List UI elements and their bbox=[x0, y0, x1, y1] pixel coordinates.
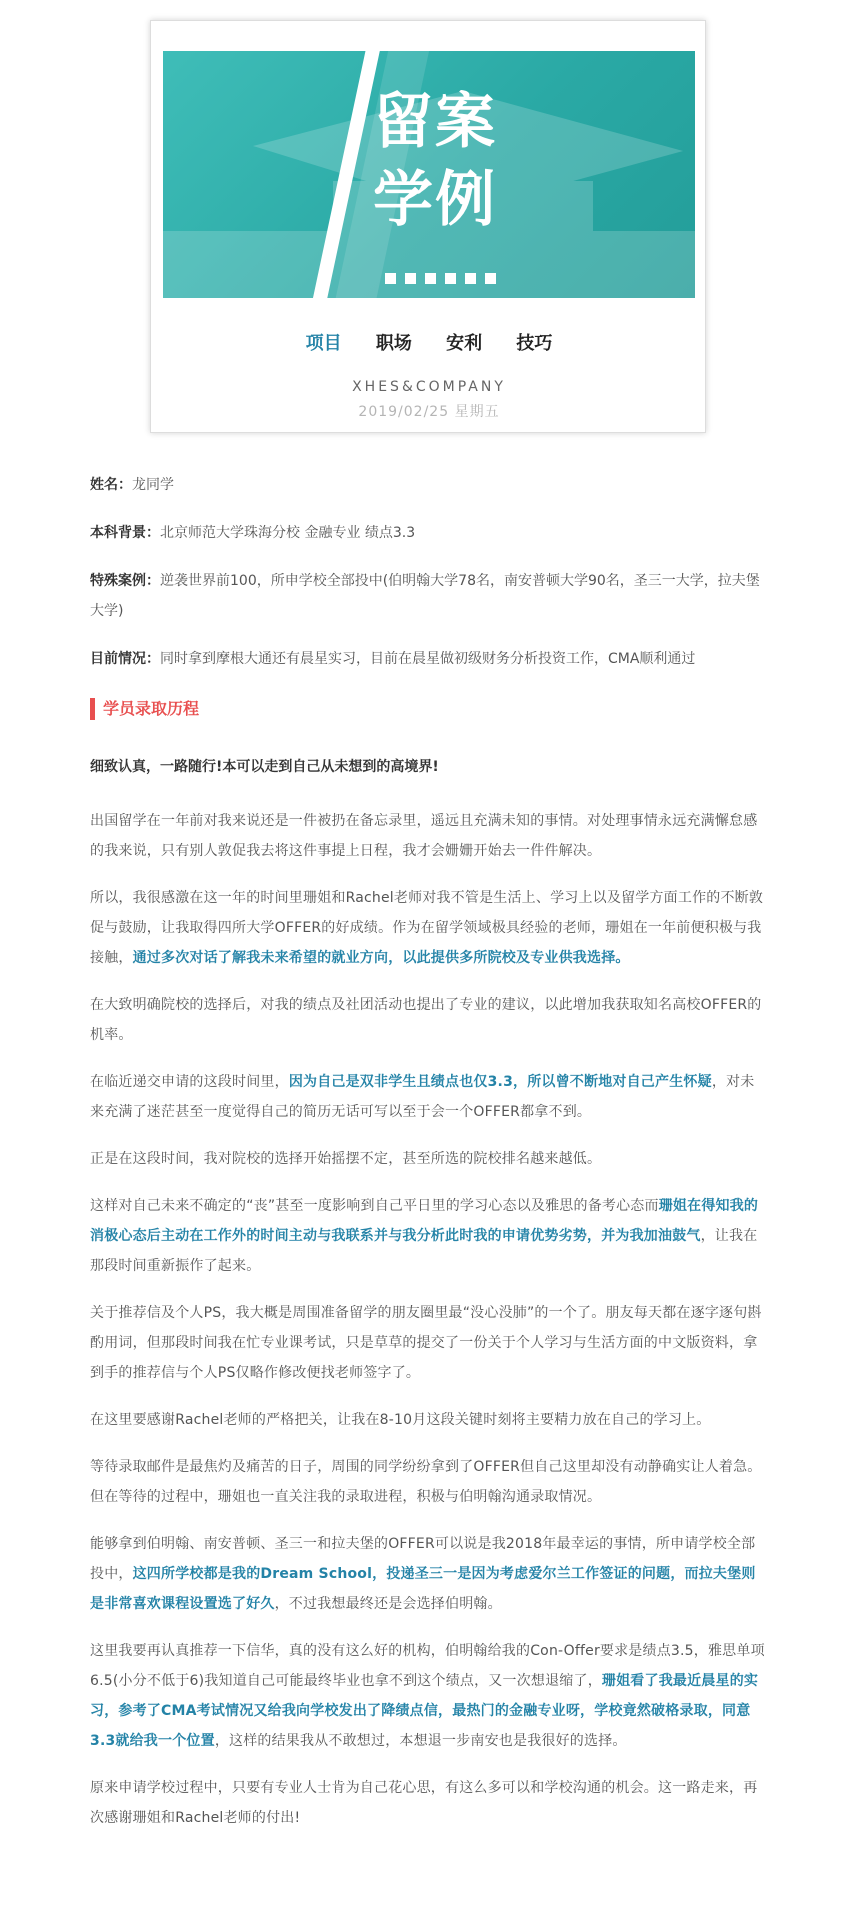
dot bbox=[465, 273, 476, 284]
article-content bbox=[90, 470, 766, 1833]
paragraph bbox=[90, 1405, 766, 1435]
info-label: 姓名： bbox=[90, 477, 132, 493]
highlight-text: 因为自己是双非学生且绩点也仅3.3，所以曾不断地对自己产生怀疑 bbox=[288, 1074, 712, 1090]
body-text: ，这样的结果我从不敢想过，本想退一步南安也是我很好的选择。 bbox=[214, 1733, 627, 1749]
dot bbox=[385, 273, 396, 284]
banner-dots bbox=[385, 273, 496, 284]
info-label: 目前情况： bbox=[90, 651, 160, 667]
tab-workplace[interactable]: 职场 bbox=[375, 333, 412, 354]
info-row bbox=[90, 644, 766, 674]
body-text: 这样对自己未来不确定的“丧”甚至一度影响到自己平日里的学习心态以及雅思的备考心态而 bbox=[90, 1198, 659, 1214]
paragraph bbox=[90, 883, 766, 973]
dot bbox=[445, 273, 456, 284]
body-text: 出国留学在一年前对我来说还是一件被扔在备忘录里，遥远且充满未知的事情。对处理事情永远充满懈怠感的我来说，只有别人敦促我去将这件事提上日程，我才会姗姗开始去一件件解决。 bbox=[90, 813, 758, 859]
dot bbox=[425, 273, 436, 284]
paragraph bbox=[90, 1529, 766, 1619]
body-text: 在临近递交申请的这段时间里， bbox=[90, 1074, 289, 1090]
info-row bbox=[90, 566, 766, 626]
publish-date: 2019/02/25 星期五 bbox=[358, 404, 500, 420]
info-value: 北京师范大学珠海分校 金融专业 绩点3.3 bbox=[160, 525, 416, 541]
body-text: 等待录取邮件是最焦灼及痛苦的日子，周围的同学纷纷拿到了OFFER但自己这里却没有动静确实让人着急。但在等待的过程中，珊姐也一直关注我的录取进程，积极与伯明翰沟通录取情况。 bbox=[90, 1459, 762, 1505]
paragraph bbox=[90, 1144, 766, 1174]
body-text: 所以，我很感激在这一年的时间里珊姐和Rachel老师对我不管是生活上、学习上以及留学方面工作的不断敦促与鼓励，让我取得四所大学OFFER的好成绩。作为在留学领域极具经验的老师，珊姐在一年前便积极与我接触， bbox=[90, 890, 764, 966]
body-text: 关于推荐信及个人PS，我大概是周围准备留学的朋友圈里最“没心没肺”的一个了。朋友每天都在逐字逐句斟酌用词，但那段时间我在忙专业课考试，只是草草的提交了一份关于个人学习与生活方面的中文版资料，拿到手的推荐信与个人PS仅略作修改便找老师签字了。 bbox=[90, 1305, 762, 1381]
info-value: 龙同学 bbox=[132, 477, 174, 493]
paragraph bbox=[90, 1067, 766, 1127]
highlight-text: 珊姐在得知我的消极心态后主动在工作外的时间主动与我联系并与我分析此时我的申请优势劣势，并为我加油鼓气 bbox=[90, 1198, 759, 1244]
paragraph bbox=[90, 990, 766, 1050]
info-label: 本科背景： bbox=[90, 525, 160, 541]
body-text: 这里我要再认真推荐一下信华，真的没有这么好的机构，伯明翰给我的Con-Offer要求是绩点3.5，雅思单项6.5(小分不低于6)我知道自己可能最终毕业也拿不到这个绩点，又一次想退缩了， bbox=[90, 1643, 765, 1689]
article-body bbox=[90, 806, 766, 1833]
tab-project[interactable]: 项目 bbox=[305, 333, 342, 354]
cover-card bbox=[150, 20, 706, 433]
dot bbox=[485, 273, 496, 284]
info-label: 特殊案例： bbox=[90, 573, 160, 589]
body-text: ，让我在那段时间重新振作了起来。 bbox=[90, 1228, 758, 1274]
paragraph bbox=[90, 1636, 766, 1756]
highlight-text: 通过多次对话了解我未来希望的就业方向，以此提供多所院校及专业供我选择。 bbox=[132, 950, 630, 966]
paragraph bbox=[90, 1191, 766, 1281]
tab-tips[interactable]: 技巧 bbox=[516, 333, 553, 354]
highlight-text: 珊姐看了我最近晨星的实习，参考了CMA考试情况又给我向学校发出了降绩点信，最热门的金融专业呀，学校竟然破格录取，同意3.3就给我一个位置 bbox=[90, 1673, 759, 1749]
info-row bbox=[90, 470, 766, 500]
dot bbox=[405, 273, 416, 284]
info-value: 同时拿到摩根大通还有晨星实习，目前在晨星做初级财务分析投资工作，CMA顺利通过 bbox=[160, 651, 696, 667]
body-text: ，对未来充满了迷茫甚至一度觉得自己的简历无话可写以至于会一个OFFER都拿不到。 bbox=[90, 1074, 755, 1120]
info-value: 逆袭世界前100，所申学校全部投中(伯明翰大学78名，南安普顿大学90名，圣三一大学，拉夫堡大学) bbox=[90, 573, 760, 619]
body-text: 原来申请学校过程中，只要有专业人士肯为自己花心思，有这么多可以和学校沟通的机会。这一路走来，再次感谢珊姐和Rachel老师的付出! bbox=[90, 1780, 758, 1826]
highlight-text: 这四所学校都是我的Dream School，投递圣三一是因为考虑爱尔兰工作签证的问题，而拉夫堡则是非常喜欢课程设置选了好久 bbox=[90, 1566, 756, 1612]
section-title: 学员录取历程 bbox=[90, 698, 766, 720]
body-text: 正是在这段时间，我对院校的选择开始摇摆不定，甚至所选的院校排名越来越低。 bbox=[90, 1151, 602, 1167]
category-tabs bbox=[151, 329, 707, 355]
paragraph bbox=[90, 1773, 766, 1833]
info-row bbox=[90, 518, 766, 548]
lead-sentence: 细致认真，一路随行!本可以走到自己从未想到的高境界! bbox=[90, 759, 439, 775]
company-name: XHES&COMPANY bbox=[352, 379, 506, 395]
body-text: 在大致明确院校的选择后，对我的绩点及社团活动也提出了专业的建议，以此增加我获取知名高校OFFER的机率。 bbox=[90, 997, 762, 1043]
banner-title: 留案学例 bbox=[373, 87, 497, 235]
body-text: 能够拿到伯明翰、南安普顿、圣三一和拉夫堡的OFFER可以说是我2018年最幸运的事情，所申请学校全部投中， bbox=[90, 1536, 756, 1582]
cover-banner bbox=[163, 51, 695, 298]
tab-recommend[interactable]: 安利 bbox=[446, 333, 483, 354]
paragraph bbox=[90, 1452, 766, 1512]
paragraph bbox=[90, 1298, 766, 1388]
body-text: ，不过我想最终还是会选择伯明翰。 bbox=[274, 1596, 502, 1612]
paragraph bbox=[90, 806, 766, 866]
body-text: 在这里要感谢Rachel老师的严格把关，让我在8-10月这段关键时刻将主要精力放在自己的学习上。 bbox=[90, 1412, 711, 1428]
student-info bbox=[90, 470, 766, 674]
